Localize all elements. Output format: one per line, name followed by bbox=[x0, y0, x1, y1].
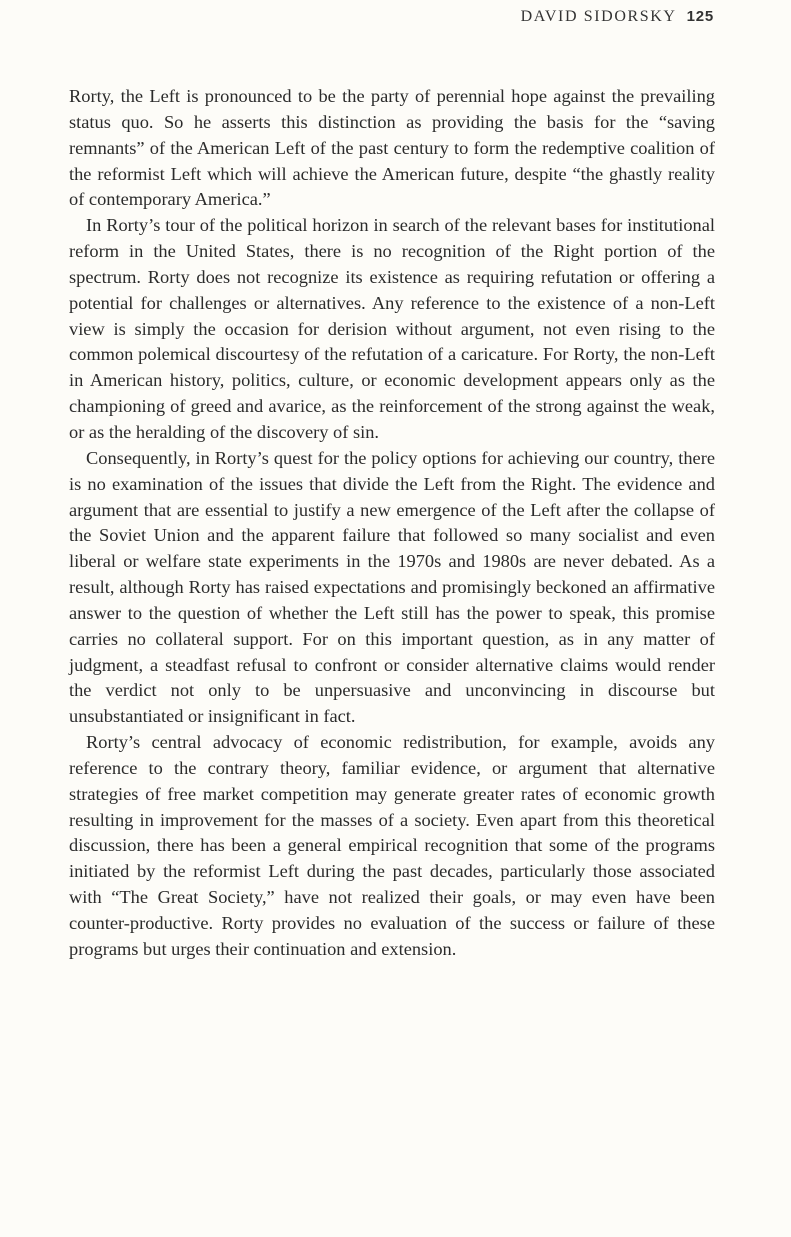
page-number: 125 bbox=[686, 8, 714, 25]
running-head-author: DAVID SIDORSKY bbox=[520, 8, 677, 25]
paragraph: Consequently, in Rorty’s quest for the policy options for achieving our country, there is no examination of the issues that divide the Left from the Right. The evidence and argument that are essential to justify a new emergence of the Left after the collapse of the Soviet Union and the apparent failure that followed so many socialist and even liberal or welfare state experiments in the 1970s and 1980s are never debated. As a result, although Rorty has raised expectations and promisingly beckoned an affirmative answer to the question of whether the Left still has the power to speak, this promise carries no collateral support. For on this important question, as in any matter of judgment, a steadfast refusal to confront or consider alternative claims would render the verdict not only to be unpersuasive and unconvincing in discourse but unsubstantiated or insignificant in fact. bbox=[69, 447, 715, 727]
running-head bbox=[521, 8, 714, 26]
paragraph: In Rorty’s tour of the political horizon in search of the relevant bases for institutional reform in the United States, there is no recognition of the Right portion of the spectrum. Rorty does not recognize its existence as requiring refutation or offering a potential for challenges or alternatives. Any reference to the existence of a non-Left view is simply the occasion for derision without argument, not even rising to the common polemical discourtesy of the refutation of a caricature. For Rorty, the non-Left in American history, politics, culture, or economic development appears only as the championing of greed and avarice, as the reinforcement of the strong against the weak, or as the heralding of the discovery of sin. bbox=[69, 215, 715, 442]
paragraph: Rorty, the Left is pronounced to be the party of perennial hope against the prevailing status quo. So he asserts this distinction as providing the basis for the “saving remnants” of the American Left of the past century to form the redemptive coalition of the reformist Left which will achieve the American future, despite “the ghastly reality of contemporary America.” bbox=[69, 86, 715, 210]
body-text bbox=[69, 84, 715, 963]
paragraph: Rorty’s central advocacy of economic redistribution, for example, avoids any reference to the contrary theory, familiar evidence, or argument that alternative strategies of free market competition may generate greater rates of economic growth resulting in improvement for the masses of a society. Even apart from this theoretical discussion, there has been a general empirical recognition that some of the programs initiated by the reformist Left during the past decades, particularly those associated with “The Great Society,” have not realized their goals, or may even have been counter-productive. Rorty provides no evaluation of the success or failure of these programs but urges their continuation and extension. bbox=[69, 732, 715, 959]
